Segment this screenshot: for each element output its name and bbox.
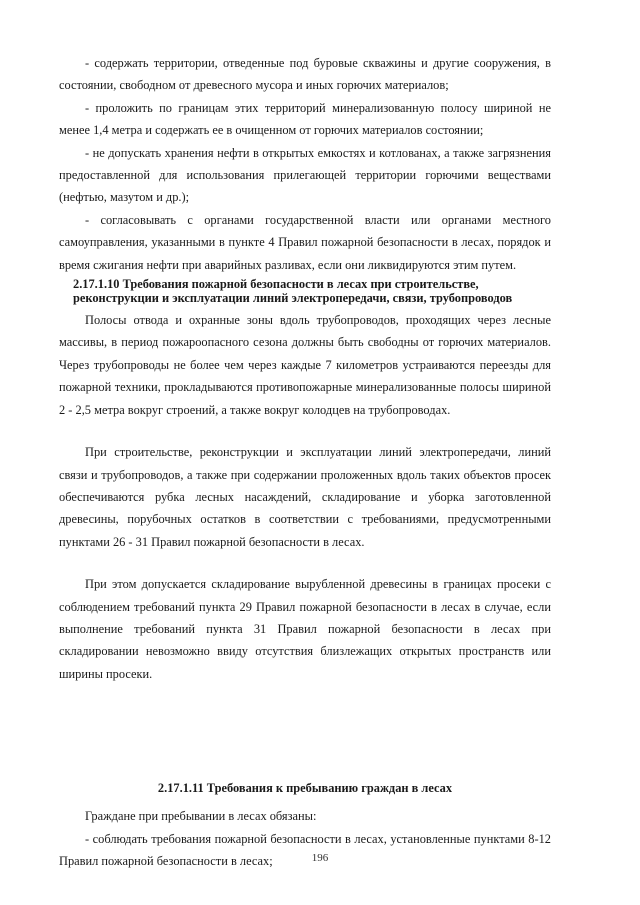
section-heading-2-17-1-11: 2.17.1.11 Требования к пребыванию граждан в лесах [157, 781, 453, 796]
paragraph-oil-burning-approval: - согласовывать с органами государственной власти или органами местного самоуправления, указанными в пункте 4 Правил пожарной безопасности в лесах, порядок и время сжигания нефти при аварийных разливах, если они ликвидируются этим путем. [59, 212, 551, 272]
paragraph-spacer [59, 553, 551, 573]
paragraph-citizens-obligations: Граждане при пребывании в лесах обязаны: [85, 809, 317, 824]
page-number: 196 [311, 852, 329, 864]
paragraph-timber-storage: При этом допускается складирование вырубленной древесины в границах просеки с соблюдением требований пункта 29 Правил пожарной безопасности в лесах в случае, если выполнение требований пункта 31 Правил пожарной безопасности в лесах при складировании невозможно ввиду отсутствия близлежащих открытых пространств или ширины просеки. [59, 577, 551, 681]
paragraph-construction-clearing: При строительстве, реконструкции и эксплуатации линий электропередачи, линий связи и трубопроводов, а также при содержании проложенных вдоль таких объектов просек обеспечиваются рубка лесных насаждений, складирование и уборка заготовленной древесины, порубочных остатков в соответствии с требованиями, предусмотренными пунктами 26 - 31 Правил пожарной безопасности в лесах. [59, 445, 551, 549]
paragraph-no-oil-storage: - не допускать хранения нефти в открытых емкостях и котлованах, а также загрязнения предоставленной для использования прилегающей территории горючими веществами (нефтью, мазутом и др.); [59, 145, 551, 205]
paragraph-comply-fire-safety: - соблюдать требования пожарной безопасности в лесах, установленные пунктами 8-12 Правил пожарной безопасности в лесах; [59, 831, 551, 868]
document-page [59, 52, 551, 872]
section-spacer [59, 685, 551, 781]
paragraph-pipeline-zones: Полосы отвода и охранные зоны вдоль трубопроводов, проходящих через лесные массивы, в период пожароопасного сезона должны быть свободны от горючих материалов. Через трубопроводы не более чем через каждые 7 километров устраиваются переезды для пожарной техники, прокладываются противопожарные минерализованные полосы шириной 2 - 2,5 метра вокруг строений, а также вокруг колодцев на трубопроводах. [59, 313, 551, 417]
paragraph-keep-territory-clean: - содержать территории, отведенные под буровые скважины и другие сооружения, в состоянии, свободном от древесного мусора и иных горючих материалов; [59, 56, 551, 93]
paragraph-spacer [59, 421, 551, 441]
section-heading-2-17-1-10: 2.17.1.10 Требования пожарной безопасности в лесах при строительстве, реконструкции и эксплуатации линий электропередачи, связи, трубопроводов [73, 277, 513, 306]
paragraph-mineralized-strip: - проложить по границам этих территорий минерализованную полосу шириной не менее 1,4 метра и содержать ее в очищенном от горючих материалов состоянии; [59, 100, 551, 138]
